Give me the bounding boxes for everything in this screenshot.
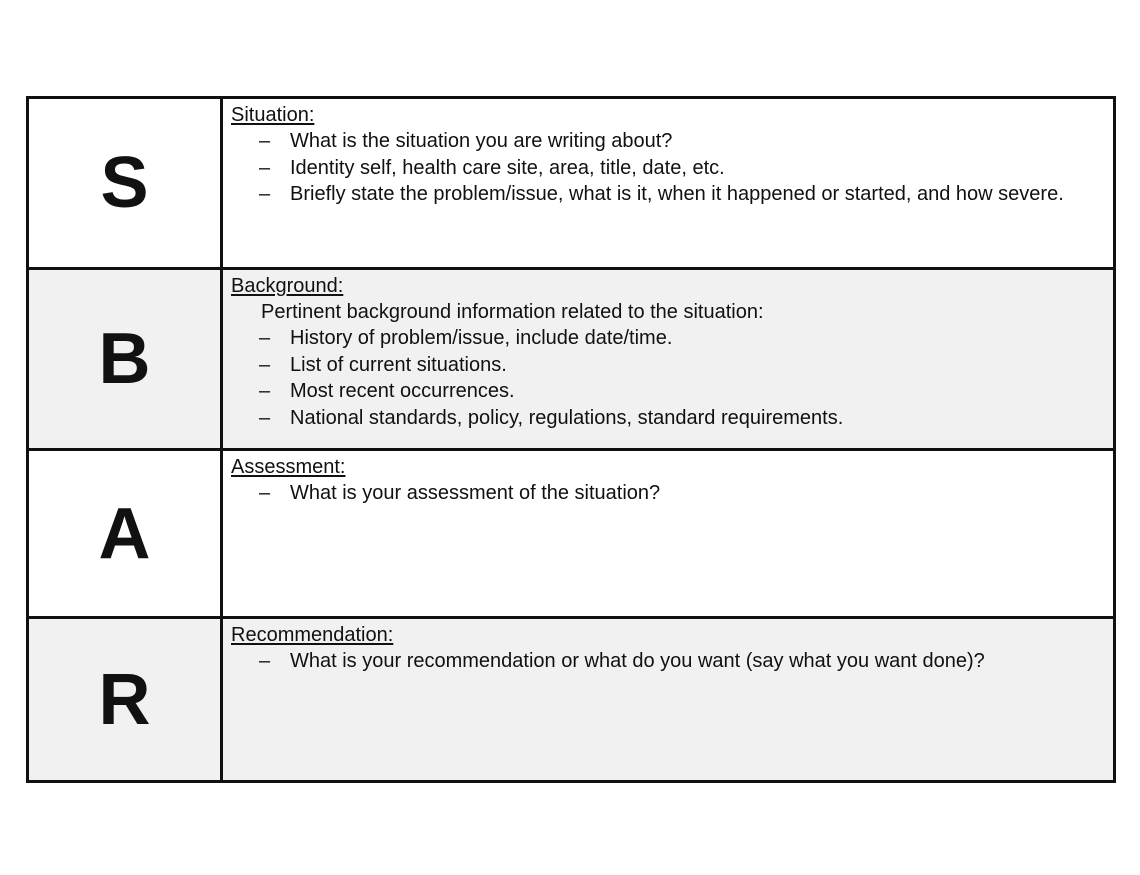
list-item xyxy=(231,128,1105,155)
list-item xyxy=(231,480,1105,507)
section-intro-text: Pertinent background information related to the situation: xyxy=(261,301,764,323)
letter-cell xyxy=(29,99,223,267)
content-cell xyxy=(223,99,1113,267)
dash-bullet: – xyxy=(259,156,271,179)
item-text: Most recent occurrences. xyxy=(290,380,515,402)
content-cell xyxy=(223,451,1113,616)
dash-bullet: – xyxy=(259,327,271,349)
item-list xyxy=(231,648,1105,675)
sbar-letter-r: R xyxy=(98,659,151,740)
letter-cell xyxy=(29,451,223,616)
dash-bullet: – xyxy=(259,380,271,402)
section-heading-recommendation: Recommendation: xyxy=(231,624,394,646)
list-item xyxy=(231,325,1105,352)
item-text: What is your recommendation or what do you want (say what you want done)? xyxy=(290,650,985,672)
list-item xyxy=(231,405,1105,432)
item-text: What is the situation you are writing about? xyxy=(290,130,673,152)
dash-bullet: – xyxy=(259,353,271,376)
item-text: What is your assessment of the situation? xyxy=(290,482,661,504)
item-text: List of current situations. xyxy=(290,353,507,376)
item-text: Identity self, health care site, area, title, date, etc. xyxy=(290,156,725,179)
list-item xyxy=(231,378,1105,405)
item-list xyxy=(231,128,1105,208)
dash-bullet: – xyxy=(259,406,271,429)
dash-bullet: – xyxy=(259,482,271,504)
sbar-letter-a: A xyxy=(98,493,151,574)
content-cell xyxy=(223,270,1113,448)
list-item xyxy=(231,352,1105,379)
sbar-letter-b: B xyxy=(98,319,151,399)
list-item xyxy=(231,155,1105,182)
dash-bullet: – xyxy=(259,183,271,205)
sbar-row-assessment xyxy=(29,448,1113,616)
sbar-row-recommendation xyxy=(29,616,1113,780)
item-list xyxy=(231,480,1105,507)
letter-cell xyxy=(29,270,223,448)
dash-bullet: – xyxy=(259,130,271,152)
section-heading-situation: Situation: xyxy=(231,104,315,126)
item-text: National standards, policy, regulations, standard requirements. xyxy=(290,406,844,429)
sbar-letter-s: S xyxy=(100,143,149,223)
sbar-table xyxy=(26,96,1116,783)
sbar-row-situation xyxy=(29,99,1113,267)
dash-bullet: – xyxy=(259,650,271,672)
sbar-row-background xyxy=(29,267,1113,448)
item-list xyxy=(231,325,1105,431)
section-heading-assessment: Assessment: xyxy=(231,456,346,478)
letter-cell xyxy=(29,619,223,780)
item-text: History of problem/issue, include date/time. xyxy=(290,327,673,349)
section-heading-background: Background: xyxy=(231,275,344,297)
item-text: Briefly state the problem/issue, what is it, when it happened or started, and how severe. xyxy=(290,183,1064,205)
content-cell xyxy=(223,619,1113,780)
list-item xyxy=(231,181,1105,208)
list-item xyxy=(231,648,1105,675)
